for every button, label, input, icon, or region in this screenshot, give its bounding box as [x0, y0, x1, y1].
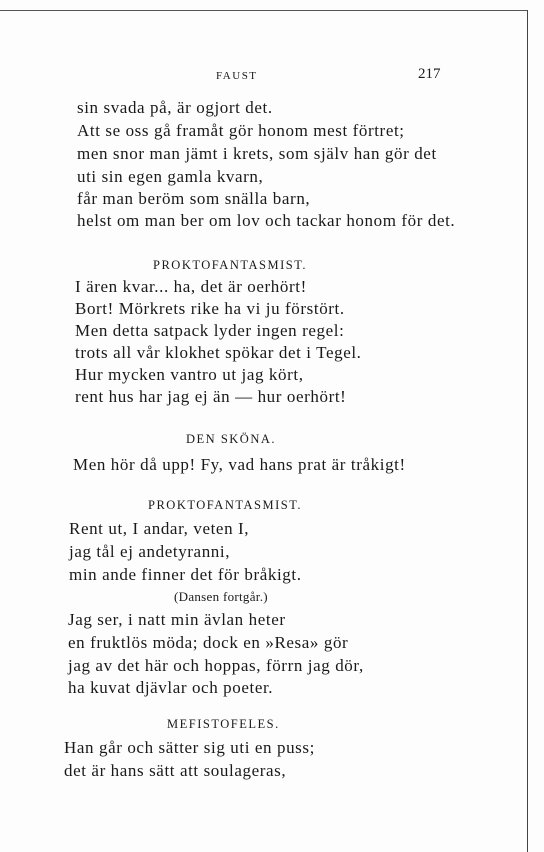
verse-line: uti sin egen gamla kvarn, [77, 167, 264, 186]
verse-line: får man beröm som snälla barn, [77, 189, 311, 208]
page-number: 217 [418, 66, 441, 82]
verse-line: rent hus har jag ej än — hur oerhört! [75, 387, 347, 406]
verse-line: sin svada på, är ogjort det. [77, 98, 273, 117]
speaker-name: MEFISTOFELES. [167, 717, 280, 731]
verse-line: en fruktlös möda; dock en »Resa» gör [68, 633, 349, 652]
speaker-name: DEN SKÖNA. [186, 432, 276, 446]
verse-line: Rent ut, I andar, veten I, [69, 519, 250, 538]
stage-direction: (Dansen fortgår.) [174, 589, 268, 604]
verse-line: ha kuvat djävlar och poeter. [68, 678, 274, 697]
verse-line: jag av det här och hoppas, förrn jag dör, [68, 656, 364, 675]
verse-line: min ande finner det för bråkigt. [69, 565, 302, 584]
top-rule [0, 10, 528, 11]
right-page-edge [527, 10, 528, 852]
verse-line: Hur mycken vantro ut jag kört, [75, 365, 304, 384]
verse-line: Att se oss gå framåt gör honom mest förtret; [77, 121, 405, 140]
verse-line: Jag ser, i natt min ävlan heter [68, 610, 286, 629]
verse-line: Bort! Mörkrets rike ha vi ju förstört. [75, 299, 345, 318]
verse-line: Men detta satpack lyder ingen regel: [75, 321, 345, 340]
running-head: FAUST [216, 70, 258, 82]
verse-line: det är hans sätt att soulageras, [64, 761, 287, 780]
verse-line: jag tål ej andetyranni, [69, 542, 231, 561]
verse-line: I ären kvar... ha, det är oerhört! [75, 277, 307, 296]
verse-line: men snor man jämt i krets, som själv han gör det [77, 144, 437, 163]
verse-line: trots all vår klokhet spökar det i Tegel. [75, 343, 362, 362]
verse-line: Men hör då upp! Fy, vad hans prat är tråkigt! [73, 455, 406, 474]
verse-line: helst om man ber om lov och tackar honom för det. [77, 211, 456, 230]
speaker-name: PROKTOFANTASMIST. [153, 258, 308, 272]
speaker-name: PROKTOFANTASMIST. [148, 498, 303, 512]
verse-line: Han går och sätter sig uti en puss; [64, 738, 315, 757]
